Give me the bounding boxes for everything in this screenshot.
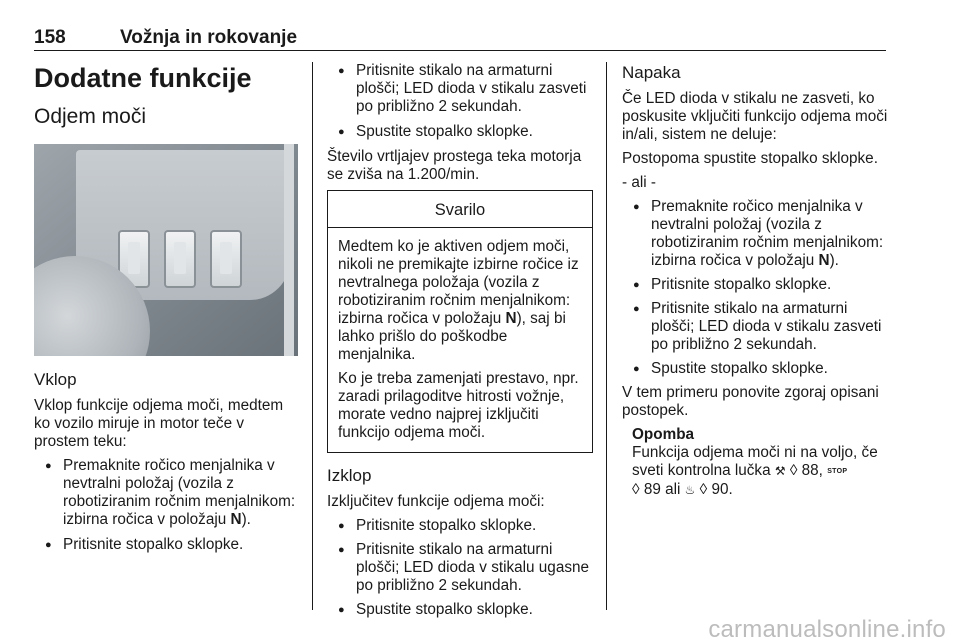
page-ref: 88, — [801, 462, 823, 479]
list-item: ● Pritisnite stopalko sklopke. — [622, 276, 890, 294]
pto-switch — [210, 230, 242, 288]
list-item: ● Premaknite ročico menjalnika v nevtralni položaj (vozila z robotiziranim ročnim menjalnikom: izbirna ročica v položaju N). — [622, 198, 890, 270]
note-title: Opomba — [632, 426, 695, 443]
page-title: Dodatne funkcije — [34, 63, 252, 93]
warning-paragraph: Ko je treba zamenjati prestavo, npr. zaradi prilagoditve hitrosti vožnje, morate vedno najprej izključiti funkcijo odjema moči. — [338, 370, 579, 441]
column-1 — [34, 62, 298, 561]
page-number: 158 — [34, 27, 66, 48]
column-2 — [327, 62, 593, 625]
idle-speed-paragraph: Število vrtljajev prostega teka motorja se zviša na 1.200/min. — [327, 148, 582, 183]
subsection-izklop: Izklop — [327, 466, 372, 485]
warning-title: Svarilo — [328, 191, 592, 228]
column-divider — [606, 62, 607, 610]
intro-paragraph: Izključitev funkcije odjema moči: — [327, 493, 545, 510]
subsection-napaka: Napaka — [622, 63, 681, 82]
watermark: carmanualsonline.info — [708, 616, 946, 643]
note-text: Funkcija odjema moči ni na voljo, če sveti kontrolna lučka ⚒ ◊ 88, STOP ◊ 89 ali ♨ ◊ 90. — [632, 444, 878, 498]
pto-switch-photo — [34, 144, 298, 356]
chapter-title: Vožnja in rokovanje — [120, 27, 298, 48]
page-ref-arrow-icon: ◊ — [789, 462, 798, 479]
switch-blank-2 — [164, 230, 196, 288]
page-ref: 90. — [711, 481, 733, 498]
coolant-temperature-icon: ♨ — [684, 483, 696, 497]
panel-edge — [284, 144, 294, 356]
section-title: Odjem moči — [34, 105, 147, 128]
list-item: ● Spustite stopalko sklopke. — [622, 360, 890, 378]
column-3 — [622, 62, 890, 499]
engine-warning-icon: ⚒ — [774, 464, 786, 478]
list-item: ● Spustite stopalko sklopke. — [327, 601, 593, 619]
page-ref-arrow-icon: ◊ — [699, 481, 708, 498]
or-separator: - ali - — [622, 174, 656, 191]
page-ref: 89 ali — [643, 481, 681, 498]
list-item: ● Pritisnite stopalko sklopke. — [327, 517, 593, 535]
intro-paragraph: Vklop funkcije odjema moči, medtem ko vozilo miruje in motor teče v prostem teku: — [34, 397, 284, 450]
page-header — [34, 27, 886, 51]
note-box — [622, 426, 890, 499]
list-item: ● Pritisnite stopalko sklopke. — [34, 536, 298, 554]
warning-box — [327, 190, 593, 453]
column-divider — [312, 62, 313, 610]
page-ref-arrow-icon: ◊ — [632, 481, 640, 498]
fault-paragraph: Če LED dioda v stikalu ne zasveti, ko poskusite vključiti funkcijo odjema moči in/ali, sistem ne deluje: — [622, 90, 888, 143]
warning-paragraph: Medtem ko je aktiven odjem moči, nikoli ne premikajte izbirne ročice iz nevtralnega položaja (vozila z robotiziranim ročnim menjalnikom: izbirna ročica v položaju N), saj bi lahko prišlo do poškodbe menjalnika. — [338, 238, 579, 363]
clutch-paragraph: Postopoma spustite stopalko sklopke. — [622, 150, 878, 167]
list-item: ● Pritisnite stikalo na armaturni plošči; LED dioda v stikalu ugasne po približno 2 sekundah. — [327, 541, 593, 595]
header-rule — [34, 50, 886, 51]
stop-indicator-icon: STOP — [827, 468, 848, 475]
list-item: ● Pritisnite stikalo na armaturni plošči; LED dioda v stikalu zasveti po približno 2 sekundah. — [622, 300, 890, 354]
list-item: ● Spustite stopalko sklopke. — [327, 123, 593, 141]
warning-body — [328, 228, 592, 452]
list-item: ● Premaknite ročico menjalnika v nevtralni položaj (vozila z robotiziranim ročnim menjalnikom: izbirna ročica v položaju N). — [34, 457, 298, 529]
list-item: ● Pritisnite stikalo na armaturni plošči; LED dioda v stikalu zasveti po približno 2 sekundah. — [327, 62, 593, 116]
repeat-paragraph: V tem primeru ponovite zgoraj opisani postopek. — [622, 384, 879, 419]
subsection-vklop: Vklop — [34, 370, 77, 389]
